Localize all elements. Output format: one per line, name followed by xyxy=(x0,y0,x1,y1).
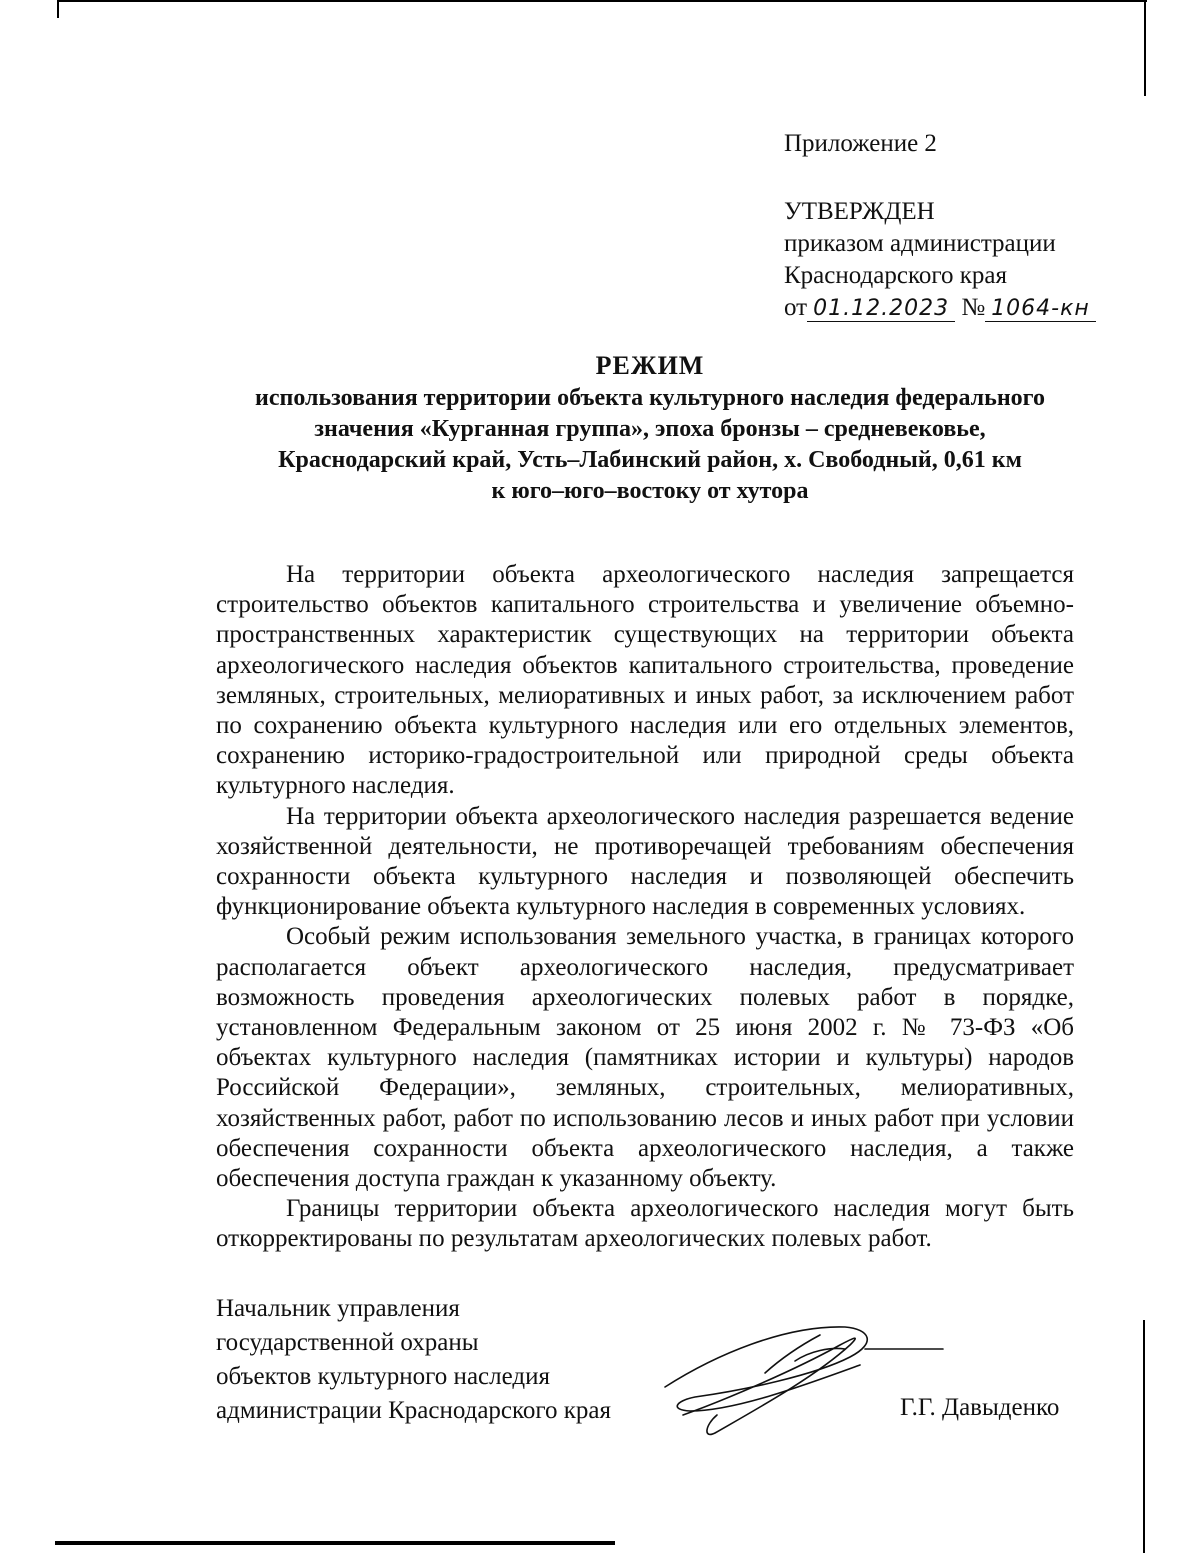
number-prefix: № xyxy=(961,294,986,321)
scan-border-bottom xyxy=(55,1541,615,1545)
document-title-block xyxy=(200,350,1100,507)
title-line-4: к юго–юго–востоку от хутора xyxy=(491,478,809,504)
body-paragraph: Особый режим использования земельного участка, в границах которого располагается объект археологического наследия, предусматривает возможность проведения археологических полевых работ в порядке, установленном Федеральным законом от 25 июня 2002 г. № 73-ФЗ «Об объектах культурного наследия (памятниках истории и культуры) народов Российской Федерации», земляных, строительных, мелиоративных, хозяйственных работ, работ по использованию лесов и иных работ при условии обеспечения сохранности объекта археологического наследия, а также обеспечения доступа граждан к указанному объекту. xyxy=(216,923,1074,1193)
scan-border-right xyxy=(1144,0,1146,96)
scan-border-left xyxy=(57,0,59,18)
body-paragraph: На территории объекта археологического наследия запрещается строительство объектов капитального строительства и увеличение объемно-пространственных характеристик существующих на территории объекта археологического наследия объектов капитального строительства, проведение земляных, строительных, мелиоративных и иных работ, за исключением работ по сохранению объекта культурного наследия или его отдельных элементов, сохранению историко-градостроительной или природной среды объекта культурного наследия. xyxy=(216,561,1074,800)
body-paragraph: На территории объекта археологического наследия разрешается ведение хозяйственной деятельности, не противоречащей требованиям обеспечения сохранности объекта культурного наследия и позволяющей обеспечить функционирование объекта культурного наследия в современных условиях. xyxy=(216,802,1074,921)
approval-stamp-block xyxy=(784,128,1096,324)
title-line-3: Краснодарский край, Усть–Лабинский район, х. Свободный, 0,61 км xyxy=(278,447,1022,473)
position-line-4: администрации Краснодарского края xyxy=(216,1397,612,1424)
approval-line-2: Краснодарского края xyxy=(784,262,1007,289)
scan-border-right-bottom xyxy=(1143,1320,1145,1553)
scan-border-top xyxy=(57,0,1147,2)
position-line-1: Начальник управления xyxy=(216,1295,460,1322)
title-line-2: значения «Курганная группа», эпоха бронзы – средневековье, xyxy=(314,416,986,442)
position-line-2: государственной охраны xyxy=(216,1329,479,1356)
appendix-label: Приложение 2 xyxy=(784,130,937,157)
position-line-3: объектов культурного наследия xyxy=(216,1363,550,1390)
handwritten-number: 1064-кн xyxy=(985,297,1096,322)
body-paragraph: Границы территории объекта археологического наследия могут быть откорректированы по результатам археологических полевых работ. xyxy=(216,1195,1074,1253)
document-heading: РЕЖИМ xyxy=(595,351,705,380)
document-body xyxy=(216,560,1074,1255)
approval-date-line xyxy=(784,292,1096,324)
handwritten-date: 01.12.2023 xyxy=(807,297,955,322)
approved-label: УТВЕРЖДЕН xyxy=(784,198,935,225)
date-prefix: от xyxy=(784,294,808,321)
title-line-1: использования территории объекта культурного наследия федерального xyxy=(255,385,1045,411)
handwritten-signature xyxy=(655,1315,945,1445)
signer-name: Г.Г. Давыденко xyxy=(900,1394,1060,1421)
approval-line-1: приказом администрации xyxy=(784,230,1056,257)
signatory-position xyxy=(216,1292,611,1428)
